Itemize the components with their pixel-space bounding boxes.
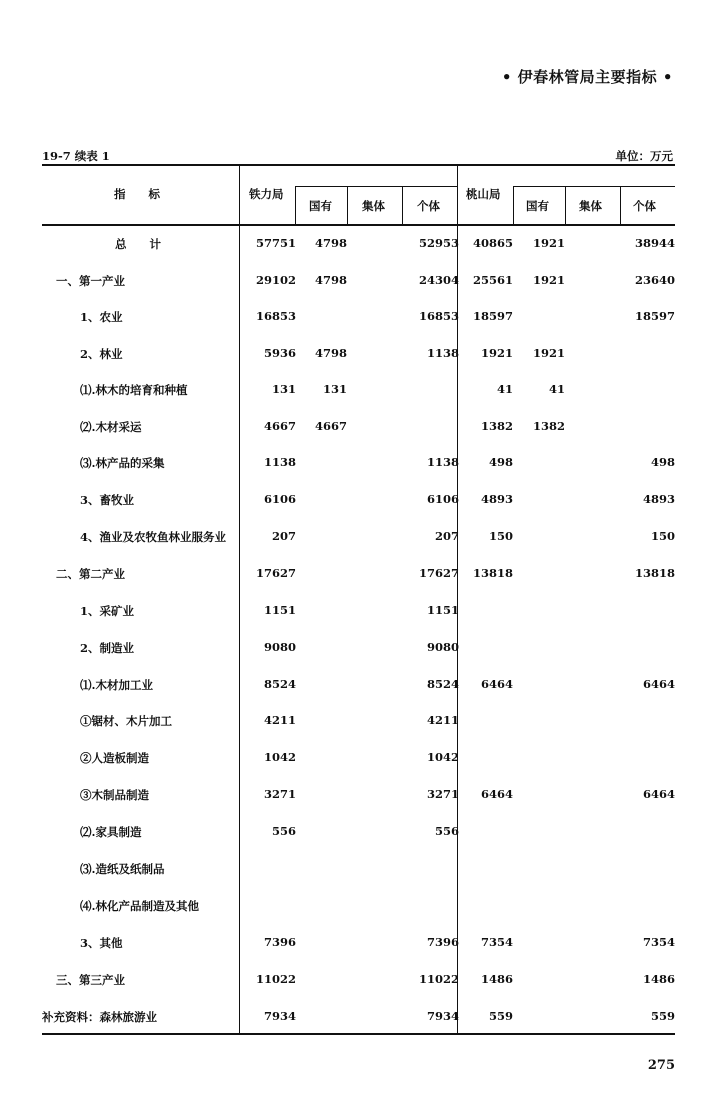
col-divider-tieli-collective	[347, 186, 348, 226]
cell-value: 1921	[480, 346, 513, 360]
header-tieli-collective: 集体	[362, 199, 385, 213]
col-divider-taoshan-collective	[565, 186, 566, 226]
row-label: ⑴.林木的培育和种植	[80, 383, 188, 397]
cell-value: 6106	[263, 492, 296, 506]
cell-value: 25561	[472, 273, 513, 287]
row-label: ⑵.家具制造	[80, 825, 142, 839]
cell-value: 4798	[314, 346, 347, 360]
cell-value: 3271	[263, 787, 296, 801]
cell-value: 5936	[263, 346, 296, 360]
table-row	[42, 1009, 675, 1029]
row-label: 总 计	[115, 237, 161, 251]
table-row	[42, 419, 675, 439]
cell-value: 24304	[418, 273, 459, 287]
table-row	[42, 972, 675, 992]
cell-value: 11022	[418, 972, 459, 986]
header-tieli-state: 国有	[309, 199, 332, 213]
cell-value: 7354	[642, 935, 675, 949]
table-row	[42, 273, 675, 293]
col-divider-tieli-individual	[402, 186, 403, 226]
header-tieli-individual: 个体	[417, 199, 440, 213]
table-row	[42, 640, 675, 660]
row-label: ⑵.木材采运	[80, 420, 142, 434]
cell-value: 18597	[634, 309, 675, 323]
cell-value: 57751	[255, 236, 296, 250]
cell-value: 4667	[263, 419, 296, 433]
table-row	[42, 566, 675, 586]
cell-value: 556	[434, 824, 459, 838]
cell-value: 7934	[426, 1009, 459, 1023]
row-label: ①锯材、木片加工	[80, 714, 172, 728]
table-caption: 19-7 续表 1	[42, 149, 110, 163]
cell-value: 41	[548, 382, 565, 396]
table-row	[42, 492, 675, 512]
cell-value: 9080	[263, 640, 296, 654]
row-label: 补充资料：森林旅游业	[42, 1010, 157, 1024]
cell-value: 1151	[263, 603, 296, 617]
cell-value: 13818	[634, 566, 675, 580]
cell-value: 1486	[480, 972, 513, 986]
row-label: ③木制品制造	[80, 788, 149, 802]
cell-value: 29102	[255, 273, 296, 287]
cell-value: 559	[488, 1009, 513, 1023]
table-row	[42, 713, 675, 733]
table-row	[42, 898, 675, 918]
row-label: ②人造板制造	[80, 751, 149, 765]
cell-value: 1138	[426, 346, 459, 360]
row-label: 3、其他	[80, 936, 123, 950]
cell-value: 6464	[642, 787, 675, 801]
cell-value: 1382	[480, 419, 513, 433]
cell-value: 23640	[634, 273, 675, 287]
cell-value: 18597	[472, 309, 513, 323]
cell-value: 1151	[426, 603, 459, 617]
cell-value: 1042	[426, 750, 459, 764]
subheader-rule-tieli	[295, 186, 458, 187]
cell-value: 7396	[426, 935, 459, 949]
cell-value: 1921	[532, 346, 565, 360]
cell-value: 4893	[480, 492, 513, 506]
cell-value: 7934	[263, 1009, 296, 1023]
cell-value: 8524	[426, 677, 459, 691]
cell-value: 1138	[263, 455, 296, 469]
cell-value: 207	[271, 529, 296, 543]
subheader-rule-taoshan	[513, 186, 675, 187]
cell-value: 6464	[480, 787, 513, 801]
table-row	[42, 346, 675, 366]
cell-value: 6106	[426, 492, 459, 506]
cell-value: 4667	[314, 419, 347, 433]
cell-value: 40865	[472, 236, 513, 250]
cell-value: 52953	[418, 236, 459, 250]
cell-value: 16853	[255, 309, 296, 323]
header-bottom-rule	[42, 224, 675, 226]
cell-value: 17627	[418, 566, 459, 580]
cell-value: 4211	[263, 713, 296, 727]
row-label: ⑴.木材加工业	[80, 678, 154, 692]
row-label: 1、采矿业	[80, 604, 135, 618]
header-taoshan: 桃山局	[466, 187, 501, 201]
table-row	[42, 382, 675, 402]
cell-value: 13818	[472, 566, 513, 580]
cell-value: 7354	[480, 935, 513, 949]
page-header: • 伊春林管局主要指标 •	[501, 68, 673, 86]
cell-value: 1042	[263, 750, 296, 764]
cell-value: 498	[488, 455, 513, 469]
table-row	[42, 677, 675, 697]
table-row	[42, 861, 675, 881]
cell-value: 131	[322, 382, 347, 396]
cell-value: 16853	[418, 309, 459, 323]
cell-value: 17627	[255, 566, 296, 580]
row-label: ⑷.林化产品制造及其他	[80, 899, 200, 913]
row-label: 3、畜牧业	[80, 493, 135, 507]
cell-value: 6464	[642, 677, 675, 691]
col-divider-tieli-state	[295, 186, 296, 226]
header-taoshan-collective: 集体	[579, 199, 602, 213]
cell-value: 1486	[642, 972, 675, 986]
page-number: 275	[647, 1058, 675, 1073]
table-top-rule	[42, 164, 675, 166]
table-row	[42, 529, 675, 549]
cell-value: 4893	[642, 492, 675, 506]
table-row	[42, 236, 675, 256]
table-row	[42, 603, 675, 623]
cell-value: 207	[434, 529, 459, 543]
cell-value: 1921	[532, 236, 565, 250]
header-taoshan-state: 国有	[526, 199, 549, 213]
cell-value: 498	[650, 455, 675, 469]
row-label: 一、第一产业	[56, 274, 125, 288]
cell-value: 559	[650, 1009, 675, 1023]
table-row	[42, 309, 675, 329]
unit-label: 单位：万元	[615, 149, 673, 163]
row-label: 2、制造业	[80, 641, 135, 655]
cell-value: 1921	[532, 273, 565, 287]
cell-value: 1138	[426, 455, 459, 469]
cell-value: 9080	[426, 640, 459, 654]
row-label: ⑶.林产品的采集	[80, 456, 165, 470]
table-row	[42, 455, 675, 475]
cell-value: 4211	[426, 713, 459, 727]
cell-value: 556	[271, 824, 296, 838]
row-label: 4、渔业及农牧鱼林业服务业	[80, 530, 227, 544]
cell-value: 8524	[263, 677, 296, 691]
col-divider-taoshan-individual	[620, 186, 621, 226]
table-row	[42, 824, 675, 844]
cell-value: 38944	[634, 236, 675, 250]
row-label: 2、林业	[80, 347, 123, 361]
col-divider-taoshan-state	[513, 186, 514, 226]
row-label: ⑶.造纸及纸制品	[80, 862, 165, 876]
cell-value: 6464	[480, 677, 513, 691]
row-label: 二、第二产业	[56, 567, 125, 581]
cell-value: 150	[488, 529, 513, 543]
row-label: 1、农业	[80, 310, 123, 324]
cell-value: 4798	[314, 236, 347, 250]
header-taoshan-individual: 个体	[633, 199, 656, 213]
table-row	[42, 935, 675, 955]
cell-value: 1382	[532, 419, 565, 433]
cell-value: 4798	[314, 273, 347, 287]
cell-value: 131	[271, 382, 296, 396]
header-indicator: 指 标	[114, 187, 160, 201]
row-label: 三、第三产业	[56, 973, 125, 987]
table-row	[42, 787, 675, 807]
cell-value: 7396	[263, 935, 296, 949]
header-tieli: 铁力局	[249, 187, 284, 201]
cell-value: 41	[496, 382, 513, 396]
table-row	[42, 750, 675, 770]
table-bottom-rule	[42, 1033, 675, 1035]
cell-value: 11022	[255, 972, 296, 986]
cell-value: 3271	[426, 787, 459, 801]
cell-value: 150	[650, 529, 675, 543]
